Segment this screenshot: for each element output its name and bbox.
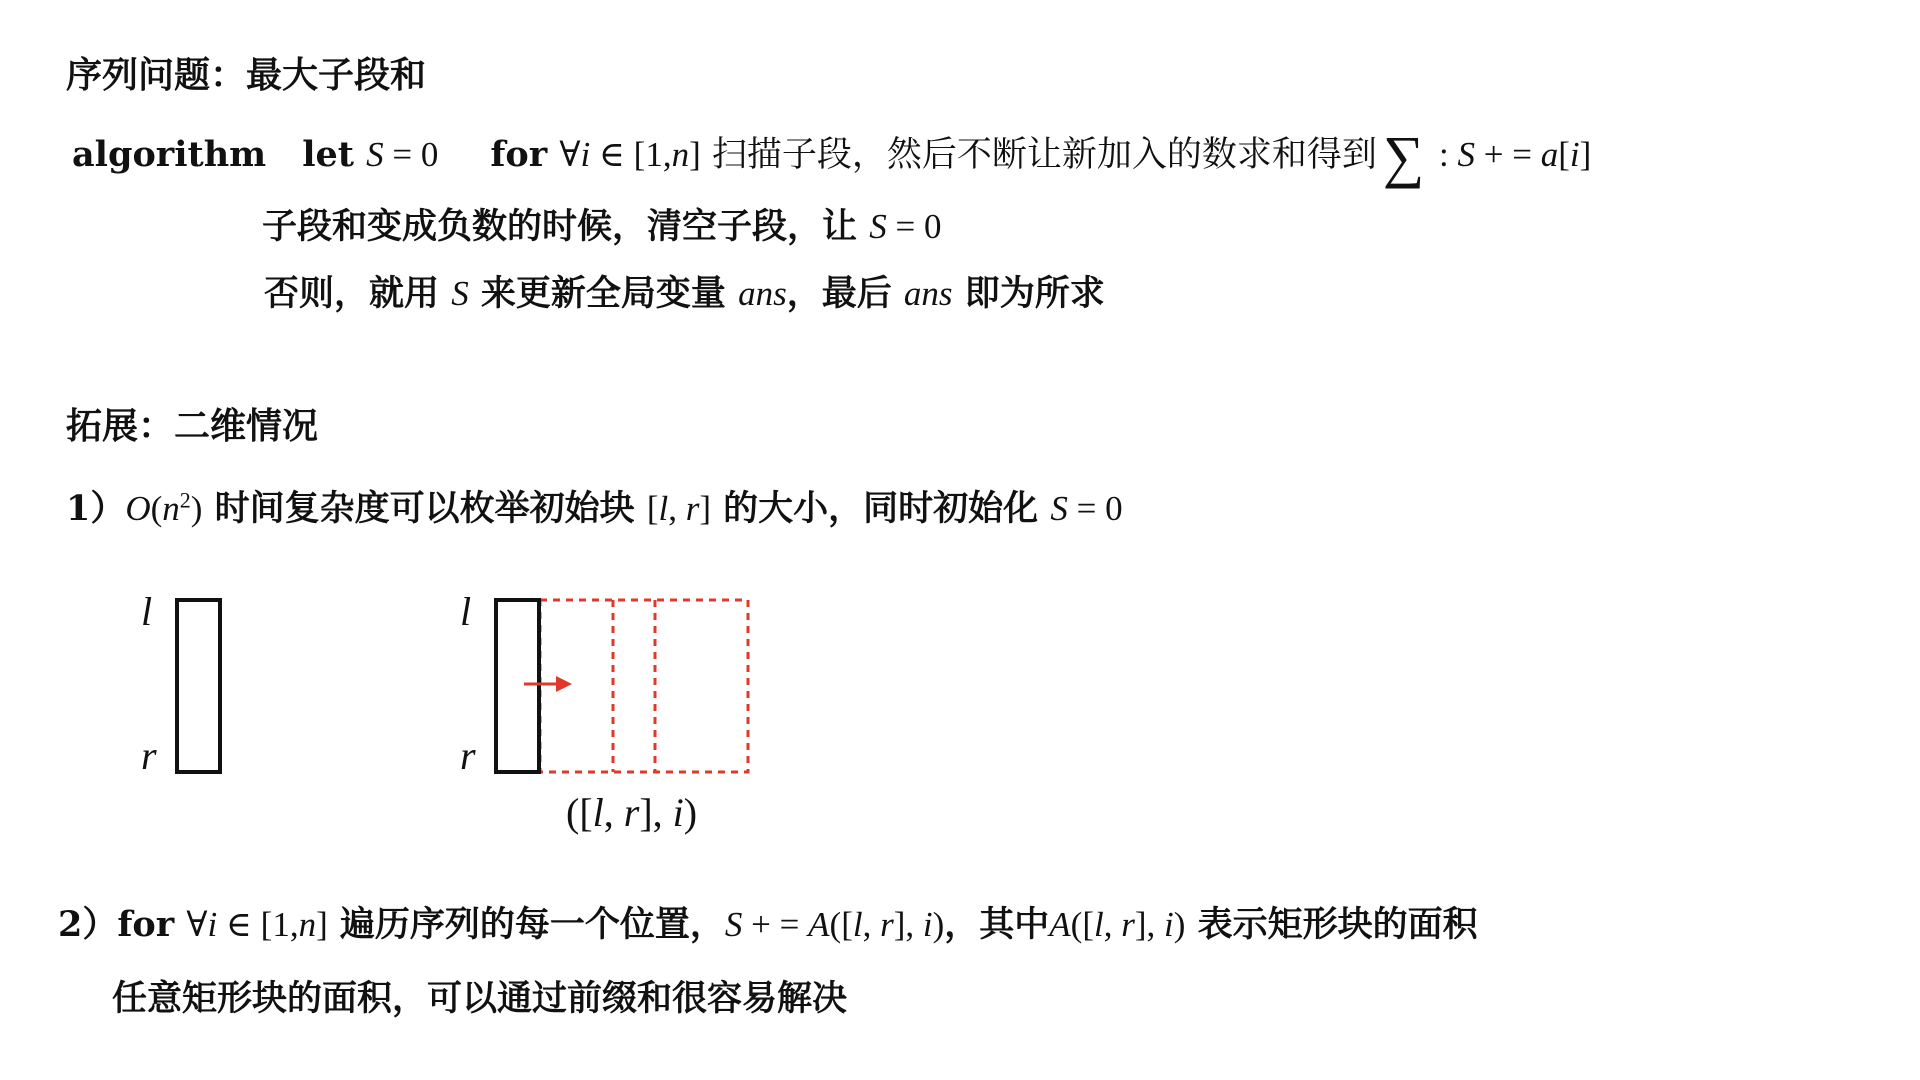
area-fn-expr — [1049, 905, 1185, 944]
section-title-text: 拓展：二维情况 — [66, 405, 319, 447]
arg-close: ) — [932, 905, 945, 944]
forall-symbol: ∀ — [186, 905, 208, 944]
var-ans: ans — [903, 274, 953, 313]
eq-zero: = 0 — [1067, 489, 1123, 528]
in-range: ∈ [1, — [590, 135, 672, 174]
label-r-right: r — [460, 733, 476, 778]
finally-text: ，最后 — [786, 273, 892, 314]
comma: , — [862, 905, 881, 944]
plus-equals: + = — [742, 905, 809, 944]
var-r: r — [685, 489, 700, 528]
var-a: a — [1540, 135, 1559, 174]
label-l-right: l — [460, 589, 472, 634]
arg-mid: ], — [893, 905, 923, 944]
var-n: n — [671, 135, 690, 174]
bracket-close: ] — [699, 489, 711, 528]
current-block — [496, 600, 539, 772]
arg-open: ([ — [829, 905, 853, 944]
eq-zero: = 0 — [886, 207, 942, 246]
for-range — [186, 905, 327, 944]
plus-equals: + = — [1474, 135, 1541, 174]
var-i: i — [672, 790, 684, 835]
arg-close: ) — [1173, 905, 1186, 944]
bracket-close: ] — [1579, 135, 1592, 174]
var-r: r — [623, 790, 640, 835]
var-s: S — [1457, 135, 1475, 174]
initial-block — [177, 600, 220, 772]
section-title-text: 序列问题：最大子段和 — [66, 54, 427, 96]
comma: , — [1103, 905, 1122, 944]
result-text: 即为所求 — [964, 273, 1105, 314]
var-r: r — [1121, 905, 1135, 944]
init-text: 的大小，同时初始化 — [711, 488, 1051, 529]
eq-zero: = 0 — [383, 135, 439, 174]
item-number: 2） — [58, 904, 118, 945]
var-s: S — [724, 905, 743, 944]
area-description: 表示矩形块的面积 — [1185, 904, 1478, 945]
exponent: 2 — [179, 487, 191, 513]
var-i: i — [580, 135, 591, 174]
big-o: O — [125, 489, 151, 528]
var-n: n — [298, 905, 317, 944]
label-r-left: r — [141, 733, 157, 778]
var-a-area: A — [808, 905, 830, 944]
enumerate-text: 时间复杂度可以枚举初始块 — [202, 488, 647, 529]
var-r: r — [880, 905, 894, 944]
var-i: i — [1569, 135, 1580, 174]
sub-close: ) — [683, 790, 698, 835]
var-ans: ans — [738, 274, 787, 313]
item-2-line-2 — [112, 977, 847, 1021]
var-l: l — [1093, 905, 1104, 944]
update-text: 来更新全局变量 — [480, 273, 726, 314]
in-range: ∈ [1, — [217, 905, 299, 944]
iterate-text: 遍历序列的每一个位置， — [327, 904, 725, 945]
prefix-sum-text: 任意矩形块的面积，可以通过前缀和很容易解决 — [112, 978, 848, 1019]
for-keyword: for — [490, 134, 548, 175]
sub-mid: ], — [639, 790, 673, 835]
bracket-open: [ — [1558, 135, 1570, 174]
let-keyword: let — [302, 134, 354, 175]
comma: , — [668, 489, 686, 528]
arg-open: ([ — [1070, 905, 1094, 944]
expansion-area — [540, 600, 748, 772]
forall-symbol: ∀ — [559, 135, 581, 174]
block-index-label — [566, 791, 697, 835]
var-s: S — [366, 135, 384, 174]
colon: : — [1430, 135, 1458, 174]
else-text: 否则，就用 — [264, 273, 440, 314]
range-close: ] — [689, 135, 701, 174]
label-l-left: l — [141, 589, 153, 634]
var-l: l — [852, 905, 863, 944]
reset-description: 子段和变成负数的时候，清空子段，让 — [262, 206, 858, 247]
var-i: i — [922, 905, 933, 944]
paren-open: ( — [150, 489, 163, 528]
area-update-expr — [725, 905, 944, 944]
item-2-line — [58, 903, 1478, 947]
item-number: 1） — [66, 488, 126, 529]
var-n: n — [162, 489, 180, 528]
var-l: l — [592, 790, 604, 835]
for-keyword: for — [117, 904, 175, 945]
where-text: ，其中 — [944, 904, 1050, 945]
sub-comma: , — [603, 790, 624, 835]
var-i: i — [207, 905, 218, 944]
arrow-right-icon — [556, 676, 572, 692]
sub-open: ([ — [566, 790, 593, 835]
range-close: ] — [316, 905, 328, 944]
arg-mid: ], — [1134, 905, 1164, 944]
algorithm-keyword: algorithm — [72, 134, 267, 175]
var-s: S — [1050, 489, 1068, 528]
bracket-open: [ — [646, 489, 659, 528]
scan-description: 扫描子段，然后不断让新加入的数求和得到 — [700, 135, 1377, 175]
var-a-area: A — [1049, 905, 1071, 944]
var-i: i — [1164, 905, 1174, 944]
var-s: S — [451, 274, 469, 313]
var-l: l — [658, 489, 669, 528]
var-s: S — [869, 207, 887, 246]
sigma-symbol: ∑ — [1382, 124, 1425, 189]
paren-close: ) — [190, 489, 203, 528]
